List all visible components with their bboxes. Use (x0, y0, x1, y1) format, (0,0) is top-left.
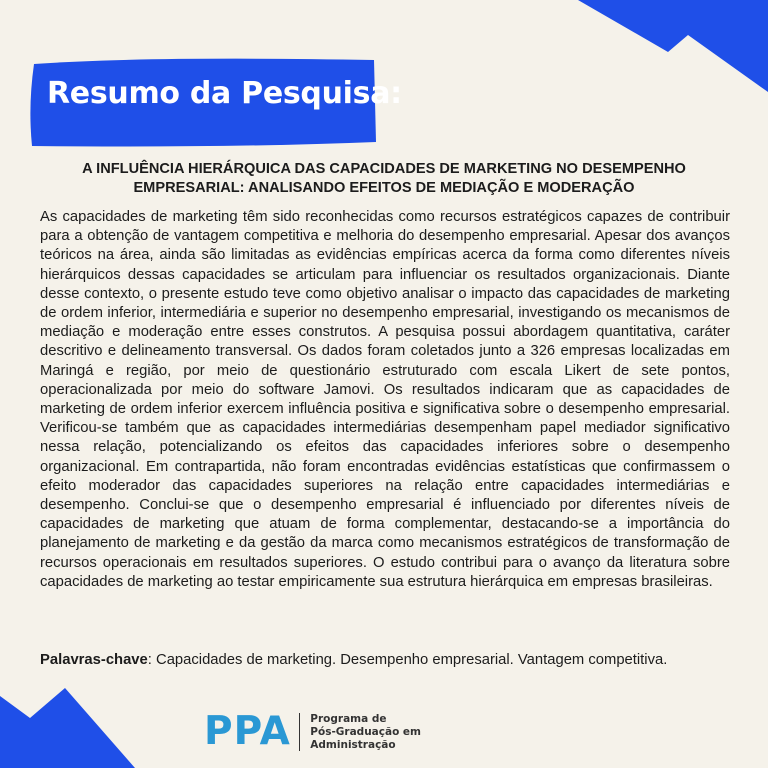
logo-divider (299, 713, 301, 751)
research-title-line-1: A INFLUÊNCIA HIERÁRQUICA DAS CAPACIDADES DE MARKETING NO DESEMPENHO (82, 161, 686, 177)
ppa-logo (204, 710, 421, 754)
corner-decoration-bottom-left (0, 688, 135, 768)
corner-decoration-top-right (568, 0, 768, 92)
keywords-text: : Capacidades de marketing. Desempenho empresarial. Vantagem competitiva. (147, 652, 668, 668)
research-title (50, 160, 718, 198)
abstract-text: As capacidades de marketing têm sido reconhecidas como recursos estratégicos capazes de contribuir para a obtenção de vantagem competitiva e melhoria do desempenho empresarial. Apesar dos avanços teóricos na área, ainda são limitadas as evidências empíricas acerca da forma como diferentes níveis hierárquicos dessas capacidades se articulam para influenciar os resultados organizacionais. Diante desse contexto, o presente estudo teve como objetivo analisar o impacto das capacidades de marketing de ordem inferior, intermediária e superior no desempenho empresarial, investigando os mecanismos de mediação e moderação entre esses construtos. A pesquisa possui abordagem quantitativa, caráter descritivo e delineamento transversal. Os dados foram coletados junto a 326 empresas localizadas em Maringá e região, por meio de questionário estruturado com escala Likert de sete pontos, operacionalizada por meio do software Jamovi. Os resultados indicaram que as capacidades de marketing de ordem inferior exercem influência positiva e significativa sobre o desempenho empresarial. Verificou-se também que as capacidades intermediárias desempenham papel mediador significativo nessa relação, potencializando os efeitos das capacidades inferiores sobre o desempenho organizacional. Em contrapartida, não foram encontradas evidências estatísticas que confirmassem o efeito moderador das capacidades superiores na relação entre capacidades intermediárias e desempenho. Conclui-se que o desempenho empresarial é influenciado por diferentes níveis de capacidades de marketing que atuam de forma complementar, destacando-se a importância do planejamento de marketing e da gestão da marca como mecanismos estratégicos de transformação de recursos operacionais em resultados superiores. O estudo contribui para o avanço da literatura sobre capacidades de marketing ao testar empiricamente sua estrutura hierárquica em empresas brasileiras. (40, 209, 730, 590)
keywords-label: Palavras-chave (40, 652, 148, 668)
page-title: Resumo da Pesquisa: (47, 76, 402, 111)
logo-line-2: Pós-Graduação em (310, 725, 421, 738)
logo-line-3: Administração (310, 738, 396, 751)
research-title-line-2: EMPRESARIAL: ANALISANDO EFEITOS DE MEDIAÇÃO E MODERAÇÃO (133, 180, 635, 196)
logo-line-1: Programa de (310, 712, 387, 725)
logo-mark: PPA (204, 709, 291, 754)
keywords (40, 651, 730, 670)
logo-program-name (310, 713, 421, 752)
